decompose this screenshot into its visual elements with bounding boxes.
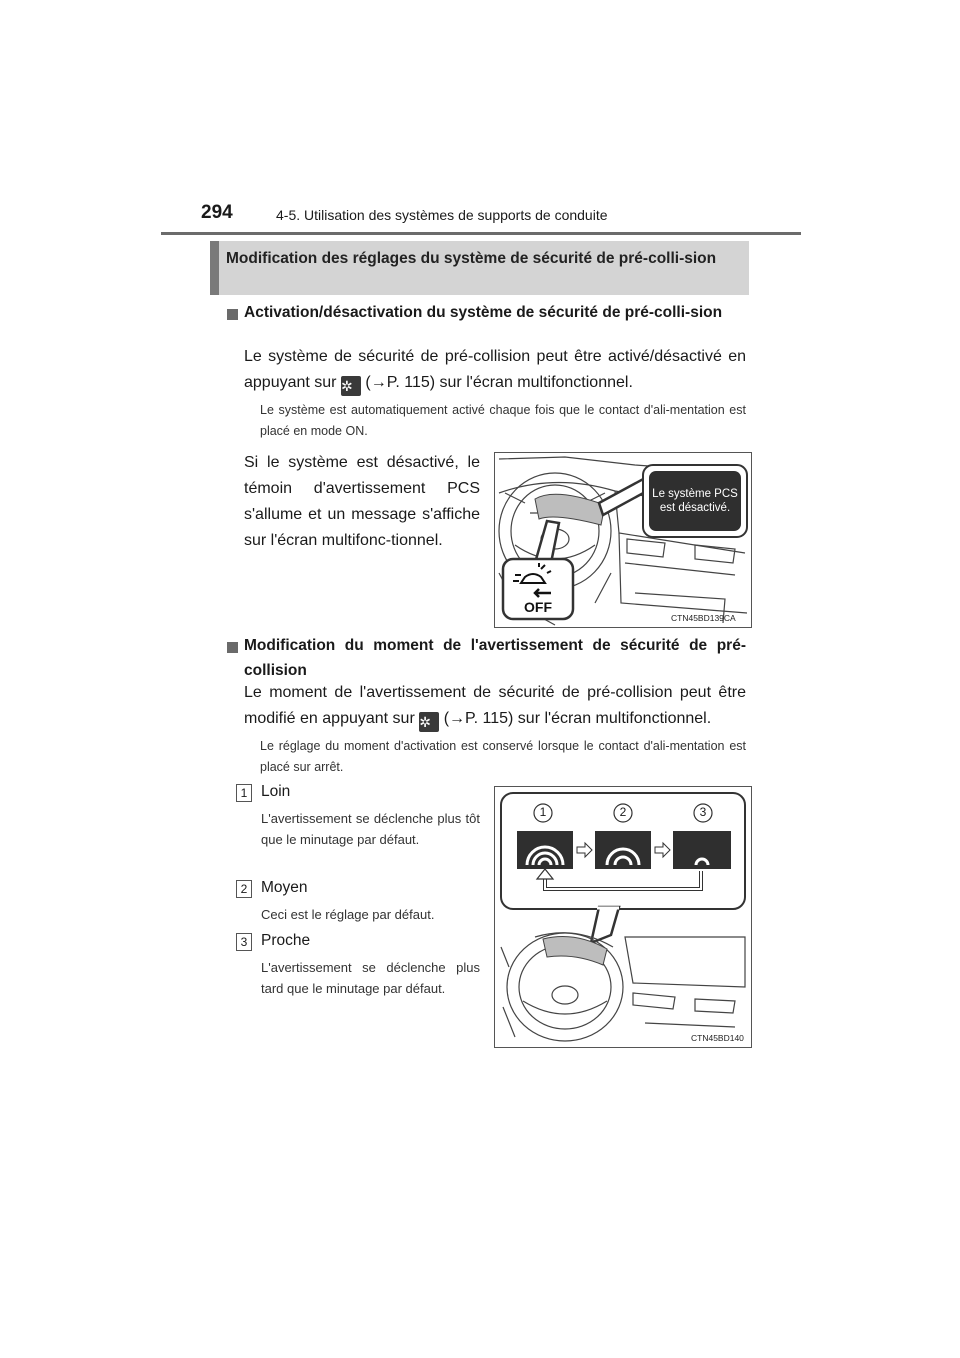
bullet-square (227, 309, 238, 320)
item-number: 3 (236, 933, 252, 951)
paragraph-text-ref: (→P. 115) sur l'écran multifonctionnel. (443, 710, 712, 727)
item-text-moyen: Ceci est le réglage par défaut. (261, 907, 435, 922)
item-label-proche: Proche (261, 932, 311, 949)
section-title-bar (210, 241, 219, 295)
gear-icon: ✲ (341, 376, 361, 396)
figure-pcs-off (494, 452, 752, 628)
pcs-off-message: Le système PCS est désactivé. (652, 488, 738, 514)
figure-code: CTN45BD140 (691, 1033, 744, 1043)
item-text-loin: L'avertissement se déclenche plus tôt que le minutage par défaut. (261, 811, 480, 847)
paragraph-text: Le moment de l'avertissement de sécurité de pré-collision peut être modifié en appuyant sur (244, 684, 746, 727)
figure-number: 3 (699, 805, 707, 819)
running-header: 4-5. Utilisation des systèmes de supports de conduite (276, 207, 608, 223)
figure-number: 2 (619, 805, 627, 819)
header-rule (161, 232, 801, 235)
item-number: 1 (236, 784, 252, 802)
heading-timing: Modification du moment de l'avertissement de sécurité de pré-collision (244, 637, 746, 679)
section-title: Modification des réglages du système de sécurité de pré-colli-sion (226, 250, 717, 267)
paragraph-text: Le système de sécurité de pré-collision peut être activé/désactivé en appuyant sur (244, 348, 746, 391)
item-number: 2 (236, 880, 252, 898)
gear-icon: ✲ (419, 712, 439, 732)
figure-timing (494, 786, 752, 1048)
side-text-pcs-off: Si le système est désactivé, le témoin d'avertissement PCS s'allume et un message s'affiche sur l'écran multifonc-tionnel. (244, 454, 480, 549)
off-label: OFF (524, 599, 552, 615)
paragraph-timing (244, 680, 746, 732)
item-label-moyen: Moyen (261, 879, 308, 896)
timing-illustration (495, 787, 751, 1047)
note-activation: Le système est automatiquement activé chaque fois que le contact d'ali-mentation est placé en mode ON. (260, 403, 746, 438)
page-number: 294 (201, 202, 233, 223)
paragraph-activation (244, 344, 746, 396)
note-timing: Le réglage du moment d'activation est conservé lorsque le contact d'ali-mentation est placé sur arrêt. (260, 739, 746, 774)
item-label-loin: Loin (261, 783, 291, 800)
figure-code: CTN45BD139CA (671, 613, 736, 623)
bullet-square (227, 642, 238, 653)
paragraph-text-ref: (→P. 115) sur l'écran multifonctionnel. (365, 374, 633, 391)
heading-activation: Activation/désactivation du système de sécurité de pré-colli-sion (244, 304, 723, 321)
figure-number: 1 (539, 805, 547, 819)
item-text-proche: L'avertissement se déclenche plus tard que le minutage par défaut. (261, 960, 480, 996)
